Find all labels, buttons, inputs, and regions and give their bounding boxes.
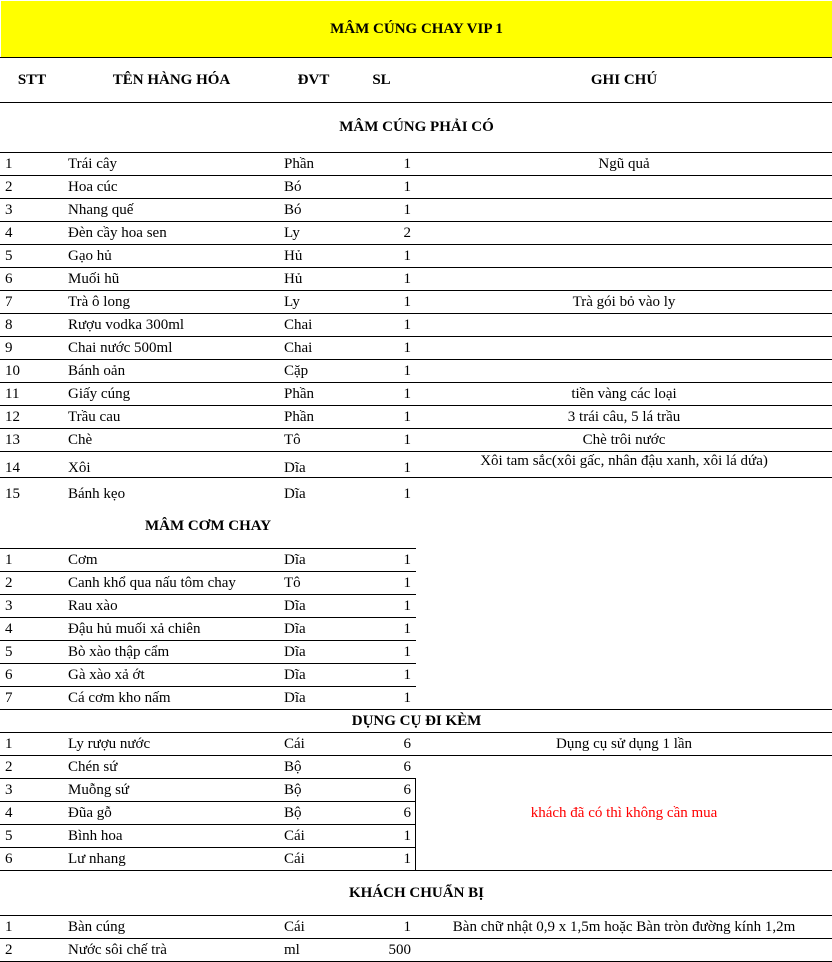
blank-note-cell — [416, 504, 832, 549]
table-row — [1, 222, 832, 245]
qty-cell: 1 — [348, 153, 416, 176]
qty-cell: 6 — [348, 779, 416, 802]
stt-cell: 7 — [1, 291, 64, 314]
qty-cell: 6 — [348, 733, 416, 756]
qty-cell: 1 — [348, 825, 416, 848]
unit-cell: Ly — [280, 291, 348, 314]
name-cell: Trái cây — [64, 153, 280, 176]
unit-cell: Bộ — [280, 802, 348, 825]
name-cell: Lư nhang — [64, 848, 280, 871]
table-row — [1, 383, 832, 406]
unit-cell: Dĩa — [280, 549, 348, 572]
name-cell: Muối hũ — [64, 268, 280, 291]
unit-cell: Cái — [280, 848, 348, 871]
unit-cell: Phần — [280, 153, 348, 176]
qty-cell: 1 — [348, 452, 416, 478]
name-cell: Chè — [64, 429, 280, 452]
qty-cell: 1 — [348, 314, 416, 337]
stt-cell: 13 — [1, 429, 64, 452]
name-cell: Bánh kẹo — [68, 486, 126, 502]
table-row — [1, 756, 832, 779]
unit-cell: Cặp — [280, 360, 348, 383]
stt-cell: 3 — [1, 595, 64, 618]
table-row — [1, 429, 832, 452]
header-qty: SL — [348, 58, 416, 103]
stt-cell: 1 — [1, 153, 64, 176]
table-row — [1, 314, 832, 337]
section-heading: DỤNG CỤ ĐI KÈM — [1, 710, 832, 733]
unit-cell: Dĩa — [280, 664, 348, 687]
note-cell: Trà gói bỏ vào ly — [416, 291, 832, 314]
note-cell — [416, 360, 832, 383]
note-cell — [416, 337, 832, 360]
note-cell — [416, 687, 832, 710]
name-cell: Bánh oản — [64, 360, 280, 383]
unit-cell: Bộ — [280, 756, 348, 779]
unit-cell: Hủ — [280, 245, 348, 268]
merged-note-cell: khách đã có thì không cần mua — [416, 756, 832, 871]
section-heading: MÂM CƠM CHAY — [1, 504, 416, 549]
name-cell: Bò xào thập cẩm — [64, 641, 280, 664]
stt-cell: 12 — [1, 406, 64, 429]
note-cell — [416, 595, 832, 618]
unit-cell: Cái — [280, 733, 348, 756]
unit-cell: Ly — [280, 222, 348, 245]
name-cell: Bình hoa — [64, 825, 280, 848]
section-heading-row — [1, 871, 832, 916]
unit-cell: Chai — [280, 337, 348, 360]
section-heading-row — [1, 103, 832, 153]
qty-cell: 500 — [348, 939, 416, 962]
stt-cell: 4 — [1, 618, 64, 641]
qty-cell: 1 — [348, 360, 416, 383]
unit-cell: Tô — [280, 572, 348, 595]
qty-cell: 1 — [348, 291, 416, 314]
title-row — [1, 1, 832, 58]
name-cell: Đèn cầy hoa sen — [64, 222, 280, 245]
header-note: GHI CHÚ — [416, 58, 832, 103]
qty-cell: 1 — [348, 618, 416, 641]
unit-cell: Cái — [280, 825, 348, 848]
table-row — [1, 268, 832, 291]
name-cell: Trà ô long — [64, 291, 280, 314]
note-cell — [416, 268, 832, 291]
table-row — [1, 618, 832, 641]
name-cell: Chén sứ — [64, 756, 280, 779]
qty-cell: 6 — [348, 756, 416, 779]
qty-cell: 1 — [348, 429, 416, 452]
table-row — [1, 572, 832, 595]
name-cell: Chai nước 500ml — [64, 337, 280, 360]
stt-cell: 6 — [1, 664, 64, 687]
note-cell — [416, 618, 832, 641]
table-row — [1, 291, 832, 314]
unit-cell: Bộ — [280, 779, 348, 802]
name-cell: Giấy cúng — [64, 383, 280, 406]
note-cell — [416, 314, 832, 337]
stt-cell: 15 — [5, 486, 20, 502]
name-cell: Gà xào xả ớt — [64, 664, 280, 687]
unit-cell: Bó — [280, 176, 348, 199]
qty-cell: 1 — [348, 268, 416, 291]
unit-cell: Hủ — [280, 268, 348, 291]
qty-cell: 1 — [348, 641, 416, 664]
table-row — [1, 549, 832, 572]
unit-cell: Phần — [280, 383, 348, 406]
name-cell: Muỗng sứ — [64, 779, 280, 802]
table-row — [1, 641, 832, 664]
note-cell — [416, 572, 832, 595]
stt-cell: 8 — [1, 314, 64, 337]
note-cell — [416, 176, 832, 199]
note-cell — [416, 664, 832, 687]
section-heading: MÂM CÚNG PHẢI CÓ — [1, 103, 832, 153]
section-heading: KHÁCH CHUẨN BỊ — [1, 871, 832, 916]
name-cell: Đậu hủ muối xả chiên — [64, 618, 280, 641]
qty-cell: 6 — [348, 802, 416, 825]
sheet-title: MÂM CÚNG CHAY VIP 1 — [1, 1, 832, 58]
note-cell — [416, 222, 832, 245]
table-row — [1, 406, 832, 429]
unit-cell: Chai — [280, 314, 348, 337]
table-row — [1, 664, 832, 687]
name-cell: Hoa cúc — [64, 176, 280, 199]
header-stt: STT — [1, 58, 64, 103]
stt-cell: 1 — [1, 916, 64, 939]
stt-cell: 5 — [1, 641, 64, 664]
stt-cell: 2 — [1, 176, 64, 199]
stt-cell: 3 — [1, 199, 64, 222]
qty-cell: 1 — [348, 595, 416, 618]
note-cell — [416, 641, 832, 664]
table-row — [1, 733, 832, 756]
stt-cell: 2 — [1, 572, 64, 595]
name-cell: Ly rượu nước — [64, 733, 280, 756]
unit-cell: Phần — [280, 406, 348, 429]
stt-cell: 9 — [1, 337, 64, 360]
table-row — [1, 153, 832, 176]
stt-cell: 4 — [1, 222, 64, 245]
note-cell: Chè trôi nước — [416, 429, 832, 452]
stt-cell: 11 — [1, 383, 64, 406]
stt-cell: 3 — [1, 779, 64, 802]
unit-cell: Dĩa — [280, 452, 348, 478]
section-heading-row — [1, 710, 832, 733]
section-heading-row — [1, 504, 832, 549]
table-row — [1, 199, 832, 222]
qty-cell: 1 — [348, 406, 416, 429]
table-row — [1, 360, 832, 383]
stt-cell: 6 — [1, 848, 64, 871]
stt-cell: 14 — [1, 452, 64, 478]
qty-cell: 1 — [348, 687, 416, 710]
table-row — [1, 337, 832, 360]
name-cell: Cơm — [64, 549, 280, 572]
qty-cell: 1 — [348, 848, 416, 871]
unit-cell: Tô — [280, 429, 348, 452]
stt-cell: 6 — [1, 268, 64, 291]
stt-cell: 2 — [1, 939, 64, 962]
qty-cell: 1 — [348, 572, 416, 595]
table-row — [1, 687, 832, 710]
unit-cell: Dĩa — [280, 687, 348, 710]
qty-cell: 1 — [348, 664, 416, 687]
name-cell: Rau xào — [64, 595, 280, 618]
note-cell — [416, 939, 832, 962]
name-cell: Canh khổ qua nấu tôm chay — [64, 572, 280, 595]
table-row — [1, 478, 832, 504]
qty-cell: 1 — [348, 337, 416, 360]
stt-cell: 10 — [1, 360, 64, 383]
stt-cell: 1 — [1, 549, 64, 572]
name-cell: Nước sôi chế trà — [64, 939, 280, 962]
qty-cell: 1 — [348, 245, 416, 268]
note-cell — [416, 478, 832, 504]
note-cell: Bàn chữ nhật 0,9 x 1,5m hoặc Bàn tròn đường kính 1,2m — [416, 916, 832, 939]
stt-cell: 2 — [1, 756, 64, 779]
name-cell: Bàn cúng — [64, 916, 280, 939]
unit-cell: ml — [280, 939, 348, 962]
note-cell: 3 trái câu, 5 lá trầu — [416, 406, 832, 429]
stt-cell: 5 — [1, 245, 64, 268]
table-row — [1, 176, 832, 199]
unit-cell: Dĩa — [280, 618, 348, 641]
header-unit: ĐVT — [280, 58, 348, 103]
unit-cell: Dĩa — [280, 595, 348, 618]
stt-cell: 7 — [1, 687, 64, 710]
qty-cell: 1 — [348, 383, 416, 406]
name-cell: Xôi — [64, 452, 280, 478]
table-row — [1, 939, 832, 962]
table-row — [1, 452, 832, 478]
qty-cell: 1 — [348, 916, 416, 939]
qty-cell: 1 — [348, 176, 416, 199]
header-row — [1, 58, 832, 103]
stt-cell: 4 — [1, 802, 64, 825]
name-cell: Gạo hủ — [64, 245, 280, 268]
table-row — [1, 595, 832, 618]
qty-cell: 2 — [348, 222, 416, 245]
unit-cell: Cái — [280, 916, 348, 939]
name-cell: Rượu vodka 300ml — [64, 314, 280, 337]
name-cell: Đũa gỗ — [64, 802, 280, 825]
header-name: TÊN HÀNG HÓA — [64, 58, 280, 103]
stt-cell: 1 — [1, 733, 64, 756]
name-cell: Nhang quế — [64, 199, 280, 222]
note-cell: Dụng cụ sử dụng 1 lần — [416, 733, 832, 756]
unit-cell: Dĩa — [280, 641, 348, 664]
note-cell — [416, 245, 832, 268]
table-row — [1, 916, 832, 939]
note-cell — [416, 549, 832, 572]
note-cell — [416, 199, 832, 222]
note-cell: Xôi tam sắc(xôi gấc, nhân đậu xanh, xôi lá dứa) — [416, 452, 832, 478]
name-cell: Trầu cau — [64, 406, 280, 429]
table-row — [1, 245, 832, 268]
stt-cell: 5 — [1, 825, 64, 848]
note-cell: Ngũ quả — [416, 153, 832, 176]
note-cell: tiền vàng các loại — [416, 383, 832, 406]
qty-cell: 1 — [348, 199, 416, 222]
name-cell: Cá cơm kho nấm — [64, 687, 280, 710]
unit-cell: Dĩa — [280, 478, 348, 504]
unit-cell: Bó — [280, 199, 348, 222]
qty-cell: 1 — [403, 486, 411, 502]
qty-cell: 1 — [348, 549, 416, 572]
